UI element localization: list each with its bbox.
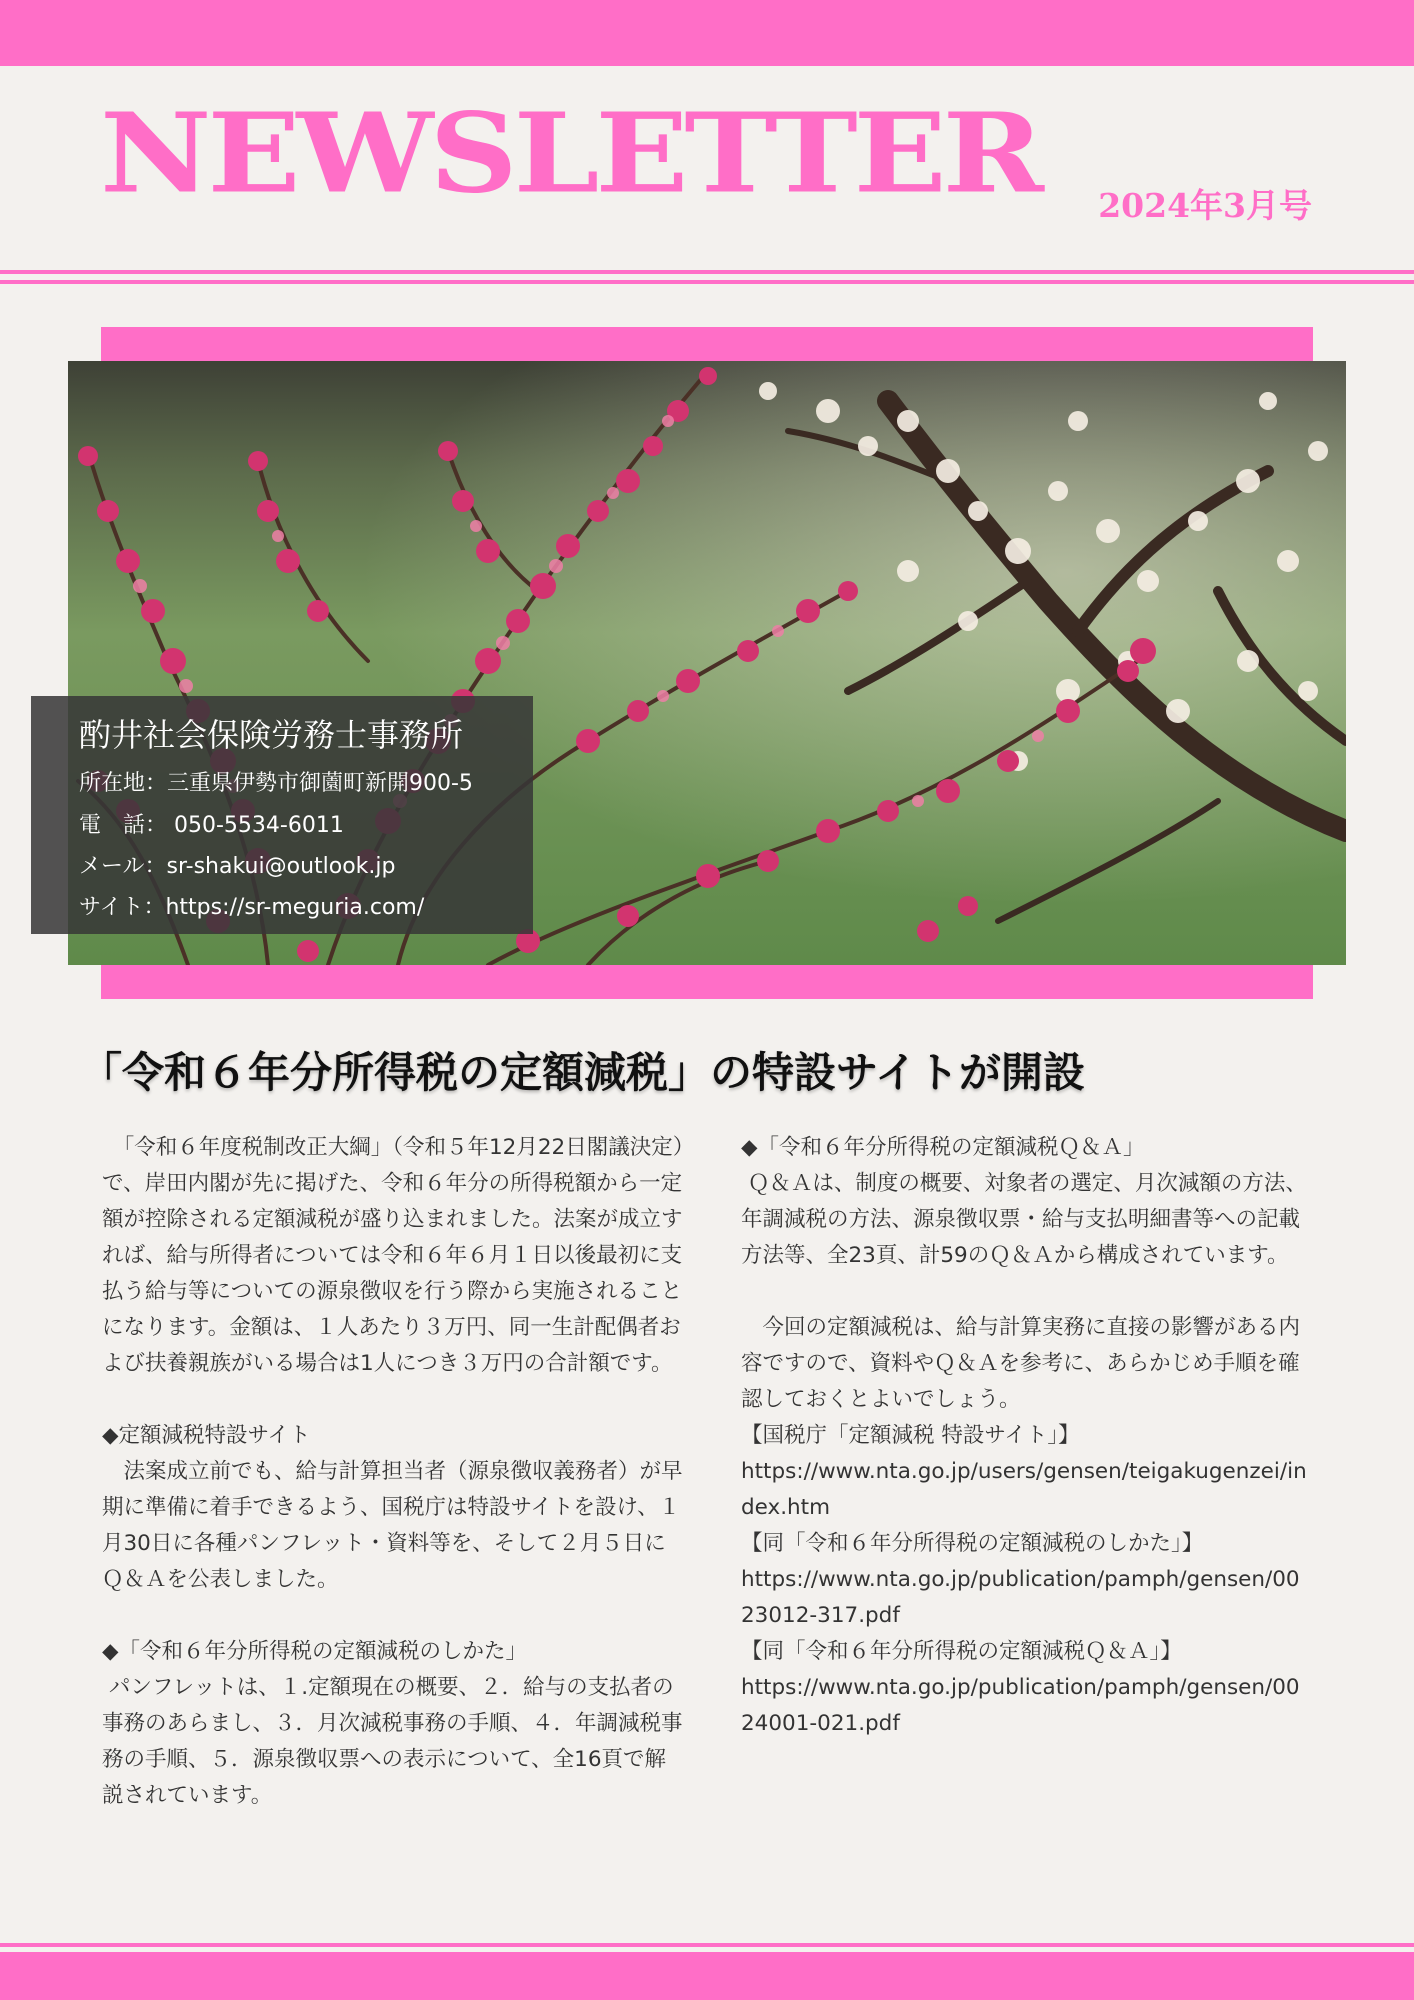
photo-frame-bottom (101, 965, 1313, 999)
footer-divider (0, 1943, 1414, 1947)
article-right-column: ◆「令和６年分所得税の定額減税Ｑ＆Ａ」 Ｑ＆Ａは、制度の概要、対象者の選定、月次減額の方法、年調減税の方法、源泉徴収票・給与支払明細書等への記載方法等、全23頁、計59のＱ＆Ａから構成されています。 今回の定額減税は、給与計算実務に直接の影響がある内容ですので、資料やＱ＆Ａを参考に、あらかじめ手順を確認しておくとよいでしょう。 【国税庁「定額減税 特設サイト」】 https://www.nta.go.jp/users/gensen/teigakugenzei/index.htm 【同「令和６年分所得税の定額減税のしかた」】 https://www.nta.go.jp/publication/pamph/gensen/0023012-317.pdf 【同「令和６年分所得税の定額減税Ｑ＆Ａ」】 https://www.nta.go.jp/publication/pamph/gensen/0024001-021.pdf (741, 1135, 1307, 1736)
office-name: 酌井社会保険労務士事務所 (79, 716, 464, 754)
header-divider-lower (0, 280, 1414, 284)
office-phone: 電 話： 050-5534-6011 (79, 813, 344, 838)
newsletter-title: NEWSLETTER (100, 88, 1040, 218)
bottom-accent-bar (0, 1952, 1414, 2000)
photo-frame-top (101, 327, 1313, 361)
office-email: メール：sr-shakui@outlook.jp (79, 854, 396, 879)
office-address: 所在地：三重県伊勢市御薗町新開900-5 (79, 771, 473, 796)
issue-date: 2024年3月号 (1098, 186, 1312, 225)
header-divider-upper (0, 270, 1414, 274)
article-headline: 「令和６年分所得税の定額減税」の特設サイトが開設 (80, 1048, 1086, 1097)
article-left-column: 「令和６年度税制改正大綱」（令和５年12月22日閣議決定）で、岸田内閣が先に掲げた、令和６年分の所得税額から一定額が控除される定額減税が盛り込まれました。法案が成立すれば、給与所得者については令和６年６月１日以後最初に支払う給与等についての源泉徴収を行う際から実施されることになります。金額は、１人あたり３万円、同一生計配偶者および扶養親族がいる場合は1人につき３万円の合計額です。 ◆定額減税特設サイト 法案成立前でも、給与計算担当者（源泉徴収義務者）が早期に準備に着手できるよう、国税庁は特設サイトを設け、１月30日に各種パンフレット・資料等を、そして２月５日にＱ＆Ａを公表しました。 ◆「令和６年分所得税の定額減税のしかた」 パンフレットは、１.定額現在の概要、２．給与の支払者の事務のあらまし、３．月次減税事務の手順、４．年調減税事務の手順、５．源泉徴収票への表示について、全16頁で解説されています。 (102, 1135, 684, 1808)
office-website: サイト：https://sr-meguria.com/ (79, 895, 425, 920)
office-info-box (31, 696, 533, 934)
top-accent-bar (0, 0, 1414, 66)
